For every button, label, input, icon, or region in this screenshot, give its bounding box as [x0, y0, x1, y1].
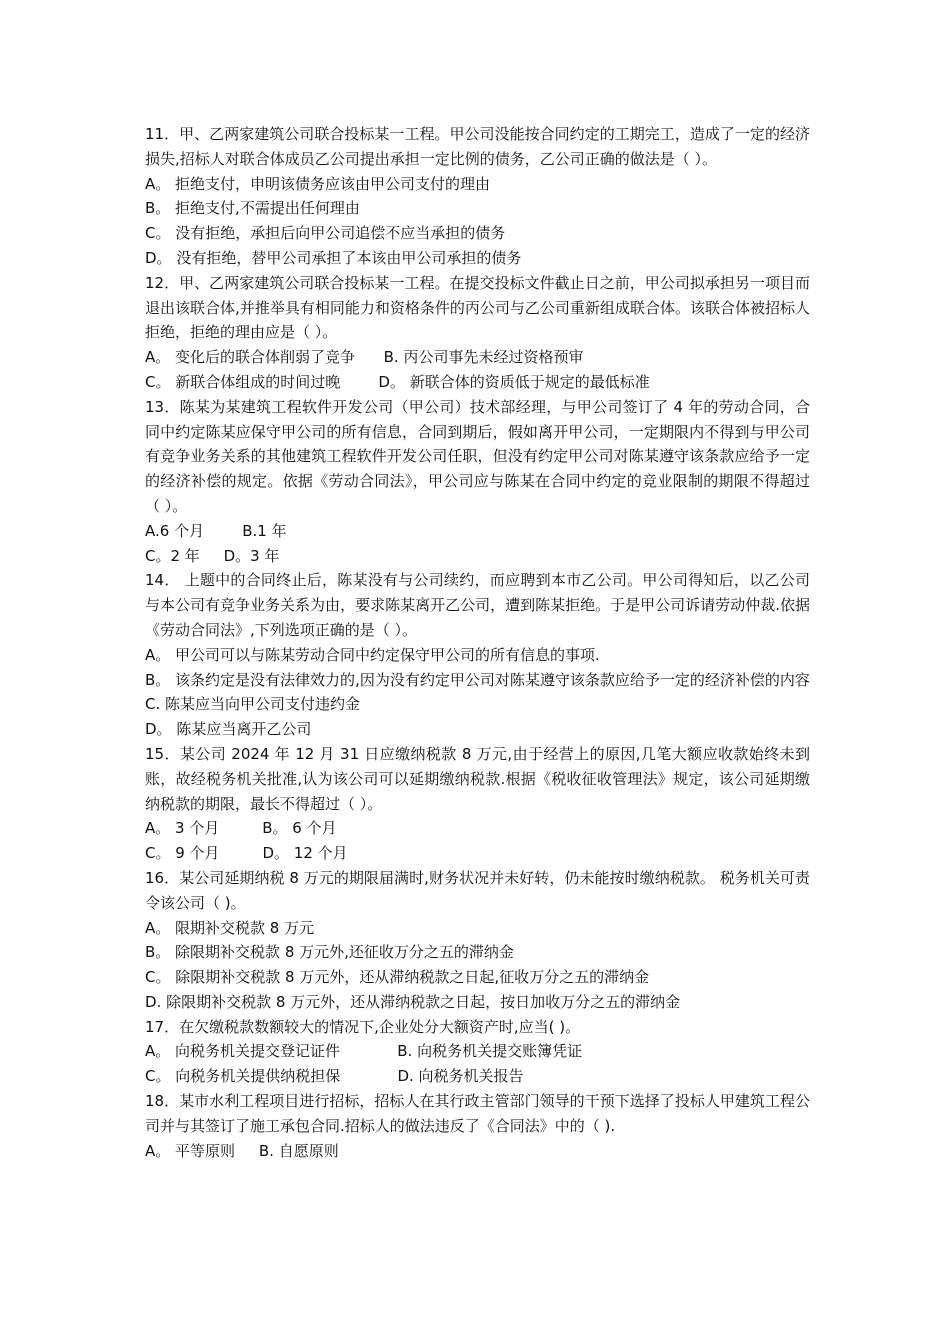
question-15-stem: 15．某公司 2024 年 12 月 31 日应缴纳税款 8 万元,由于经营上的原因,几笔大额应收款始终未到账，故经税务机关批准,认为该公司可以延期缴纳税款.根据《税收征收管理法》规定，该公司延期缴纳税款的期限，最长不得超过（ ）。 — [145, 744, 810, 813]
question-16-option-a: A。 限期补交税款 8 万元 — [145, 918, 315, 937]
question-11-option-a: A。 拒绝支付，申明该债务应该由甲公司支付的理由 — [145, 174, 491, 193]
question-15-options-ab: A。 3 个月 B。 6 个月 — [145, 819, 337, 838]
question-16-option-d: D. 除限期补交税款 8 万元外，还从滞纳税款之日起，按日加收万分之五的滞纳金 — [145, 992, 681, 1011]
question-16-option-c: C。 除限期补交税款 8 万元外，还从滞纳税款之日起,征收万分之五的滞纳金 — [145, 968, 650, 987]
question-12-options-ab: A。 变化后的联合体削弱了竞争 B. 丙公司事先未经过资格预审 — [145, 348, 584, 367]
question-13-options-ab: A.6 个月 B.1 年 — [145, 521, 287, 540]
question-16-option-b: B。 除限期补交税款 8 万元外,还征收万分之五的滞纳金 — [145, 943, 514, 962]
question-11-stem: 11．甲、乙两家建筑公司联合投标某一工程。甲公司没能按合同约定的工期完工，造成了一定的经济损失,招标人对联合体成员乙公司提出承担一定比例的债务，乙公司正确的做法是（ ）。 — [145, 125, 810, 168]
question-13-options-cd: C。2 年 D。3 年 — [145, 546, 280, 565]
question-16-stem: 16．某公司延期纳税 8 万元的期限届满时,财务状况并未好转，仍未能按时缴纳税款。 税务机关可责令该公司（ )。 — [145, 868, 810, 912]
question-15-options-cd: C。 9 个月 D。 12 个月 — [145, 844, 348, 863]
question-18-stem: 18．某市水利工程项目进行招标，招标人在其行政主管部门领导的干预下选择了投标人甲建筑工程公司并与其签订了施工承包合同.招标人的做法违反了《合同法》中的（ ). — [145, 1092, 810, 1135]
question-14-option-d: D。 陈某应当离开乙公司 — [145, 720, 312, 739]
question-17-options-cd: C。 向税务机关提供纳税担保 D. 向税务机关报告 — [145, 1067, 524, 1086]
question-13-stem: 13．陈某为某建筑工程软件开发公司（甲公司）技术部经理，与甲公司签订了 4 年的劳动合同，合同中约定陈某应保守甲公司的所有信息，合同到期后，假如离开甲公司，一定期限内不得到与甲公司有竞争业务关系的其他建筑工程软件开发公司任职，但没有约定甲公司对陈某遵守该条款应给予一定的经济补偿的规定。依据《劳动合同法》，甲公司应与陈某在合同中约定的竞业限制的期限不得超过（ ）。 — [145, 397, 810, 515]
question-11-option-b: B。 拒绝支付,不需提出任何理由 — [145, 199, 360, 218]
question-18-options-ab: A。 平等原则 B. 自愿原则 — [145, 1141, 339, 1160]
question-14-option-a: A。 甲公司可以与陈某劳动合同中约定保守甲公司的所有信息的事项. — [145, 645, 600, 664]
question-12-options-cd: C。 新联合体组成的时间过晚 D。 新联合体的资质低于规定的最低标准 — [145, 372, 650, 391]
question-17-options-ab: A。 向税务机关提交登记证件 B. 向税务机关提交账簿凭证 — [145, 1042, 583, 1061]
document-page — [145, 122, 810, 1163]
question-17-stem: 17．在欠缴税款数额较大的情况下,企业处分大额资产时,应当( )。 — [145, 1017, 581, 1036]
question-12-stem: 12．甲、乙两家建筑公司联合投标某一工程。在提交投标文件截止日之前，甲公司拟承担另一项目而退出该联合体,并推举具有相同能力和资格条件的丙公司与乙公司重新组成联合体。该联合体被招标人拒绝，拒绝的理由应是（ ）。 — [145, 273, 810, 342]
question-11-option-c: C。 没有拒绝，承担后向甲公司追偿不应当承担的债务 — [145, 224, 506, 243]
question-11-option-d: D。 没有拒绝，替甲公司承担了本该由甲公司承担的债务 — [145, 248, 522, 267]
question-14-stem: 14． 上题中的合同终止后，陈某没有与公司续约，而应聘到本市乙公司。甲公司得知后，以乙公司与本公司有竞争业务关系为由，要求陈某离开乙公司，遭到陈某拒绝。于是甲公司诉请劳动仲裁.依据《劳动合同法》,下列选项正确的是（ ）。 — [145, 571, 810, 639]
question-14-option-c: C. 陈某应当向甲公司支付违约金 — [145, 695, 361, 714]
question-14-option-b: B。 该条约定是没有法律效力的,因为没有约定甲公司对陈某遵守该条款应给予一定的经济补偿的内容 — [145, 670, 810, 689]
